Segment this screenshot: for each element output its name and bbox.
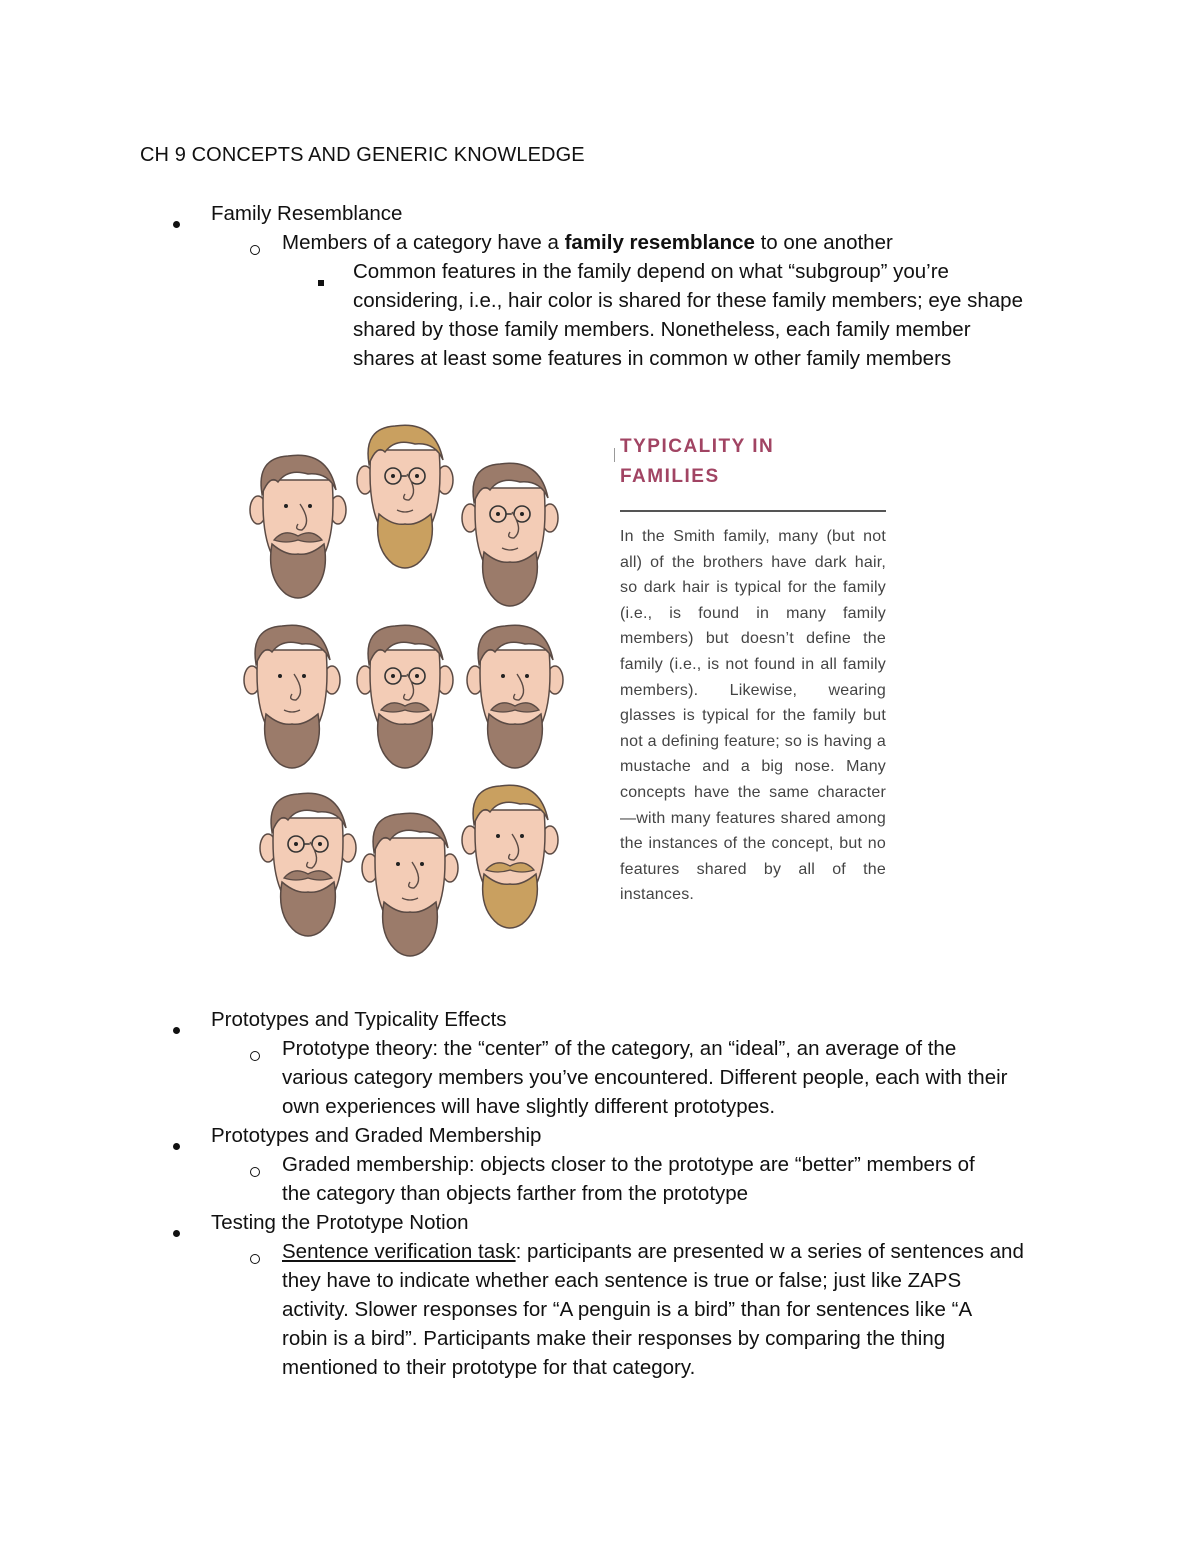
brother-face bbox=[462, 463, 558, 606]
brother-face bbox=[357, 425, 453, 568]
subpoint-line: activity. Slower responses for “A penguin is a bird” than for sentences like “A bbox=[282, 1298, 973, 1321]
subpoint-line: own experiences will have slightly different prototypes. bbox=[282, 1095, 776, 1118]
subpoint-line: Prototype theory: the “center” of the category, an “ideal”, an average of the bbox=[282, 1037, 957, 1060]
sidebar-bracket bbox=[614, 448, 615, 462]
eye bbox=[391, 474, 395, 478]
subpoint-line: Sentence verification task: participants are presented w a series of sentences and bbox=[282, 1240, 1024, 1263]
family-resemblance-figure bbox=[240, 420, 910, 960]
brother-face bbox=[362, 813, 458, 956]
brother-face bbox=[357, 625, 453, 768]
face bbox=[475, 488, 545, 563]
face bbox=[263, 480, 333, 555]
subpoint-family-resemblance: Members of a category have a family resemblance to one another bbox=[282, 231, 893, 254]
face bbox=[273, 818, 343, 893]
eye bbox=[525, 674, 529, 678]
subpoint-line: robin is a bird”. Participants make their responses by comparing the thing bbox=[282, 1327, 946, 1350]
bullet-dot-icon bbox=[173, 1130, 180, 1159]
sidebar-title-line: TYPICALITY IN bbox=[620, 436, 775, 457]
brother-face bbox=[467, 625, 563, 768]
bullet-dot-icon bbox=[173, 1014, 180, 1043]
sidebar-divider bbox=[620, 510, 886, 512]
section-heading-graded-membership: Prototypes and Graded Membership bbox=[211, 1124, 542, 1147]
face bbox=[370, 650, 440, 725]
section-heading-testing-prototype: Testing the Prototype Notion bbox=[211, 1211, 469, 1234]
eye bbox=[501, 674, 505, 678]
subpoint-line: Graded membership: objects closer to the prototype are “better” members of bbox=[282, 1153, 975, 1176]
brother-face bbox=[250, 455, 346, 598]
term-family-resemblance: family resemblance bbox=[564, 231, 755, 254]
document-title: CH 9 CONCEPTS AND GENERIC KNOWLEDGE bbox=[140, 144, 585, 166]
bullet-dot-icon bbox=[173, 1217, 180, 1246]
detail-line: shared by those family members. Nonetheless, each family member bbox=[353, 318, 971, 341]
eye bbox=[520, 512, 524, 516]
bullet-dot-icon bbox=[173, 208, 180, 237]
bullet-circle-icon bbox=[250, 1041, 260, 1070]
eye bbox=[396, 862, 400, 866]
eye bbox=[420, 862, 424, 866]
subpoint-line: the category than objects farther from the prototype bbox=[282, 1182, 749, 1205]
section-heading-family-resemblance: Family Resemblance bbox=[211, 202, 403, 225]
face bbox=[475, 810, 545, 885]
eye bbox=[496, 834, 500, 838]
smith-brothers-illustration bbox=[240, 420, 610, 960]
face bbox=[480, 650, 550, 725]
face bbox=[370, 450, 440, 525]
section-heading-prototypes-typicality: Prototypes and Typicality Effects bbox=[211, 1008, 507, 1031]
eye bbox=[318, 842, 322, 846]
typicality-sidebar bbox=[620, 432, 890, 908]
detail-line: shares at least some features in common w other family members bbox=[353, 347, 952, 370]
detail-line: Common features in the family depend on what “subgroup” you’re bbox=[353, 260, 949, 283]
term-sentence-verification-task: Sentence verification task bbox=[282, 1240, 516, 1263]
detail-line: considering, i.e., hair color is shared for these family members; eye shape bbox=[353, 289, 1023, 312]
eye bbox=[391, 674, 395, 678]
sidebar-title-line: FAMILIES bbox=[620, 466, 720, 487]
eye bbox=[278, 674, 282, 678]
subpoint-line: various category members you’ve encountered. Different people, each with their bbox=[282, 1066, 1008, 1089]
eye bbox=[302, 674, 306, 678]
subpoint-line: they have to indicate whether each sentence is true or false; just like ZAPS bbox=[282, 1269, 962, 1292]
eye bbox=[520, 834, 524, 838]
eye bbox=[496, 512, 500, 516]
brother-face bbox=[244, 625, 340, 768]
eye bbox=[415, 474, 419, 478]
bullet-circle-icon bbox=[250, 1157, 260, 1186]
face bbox=[375, 838, 445, 913]
bullet-circle-icon bbox=[250, 1244, 260, 1273]
eye bbox=[415, 674, 419, 678]
subpoint-line: mentioned to their prototype for that category. bbox=[282, 1356, 696, 1379]
eye bbox=[294, 842, 298, 846]
eye bbox=[308, 504, 312, 508]
bullet-square-icon bbox=[318, 266, 324, 295]
bullet-circle-icon bbox=[250, 235, 260, 264]
brother-face bbox=[462, 785, 558, 928]
eye bbox=[284, 504, 288, 508]
face bbox=[257, 650, 327, 725]
brother-face bbox=[260, 793, 356, 936]
sidebar-body-text: In the Smith family, many (but not all) of the brothers have dark hair, so dark hair is typical for the family (i.e., is found in many family members) but doesn’t define the family (i.e., is not found in all family members). Likewise, wearing glasses is typical for the family but not a defining feature; so is having a mustache and a big nose. Many concepts have the same character—with many features shared among the instances of the concept, but no features shared by all of the instances. bbox=[620, 528, 886, 904]
